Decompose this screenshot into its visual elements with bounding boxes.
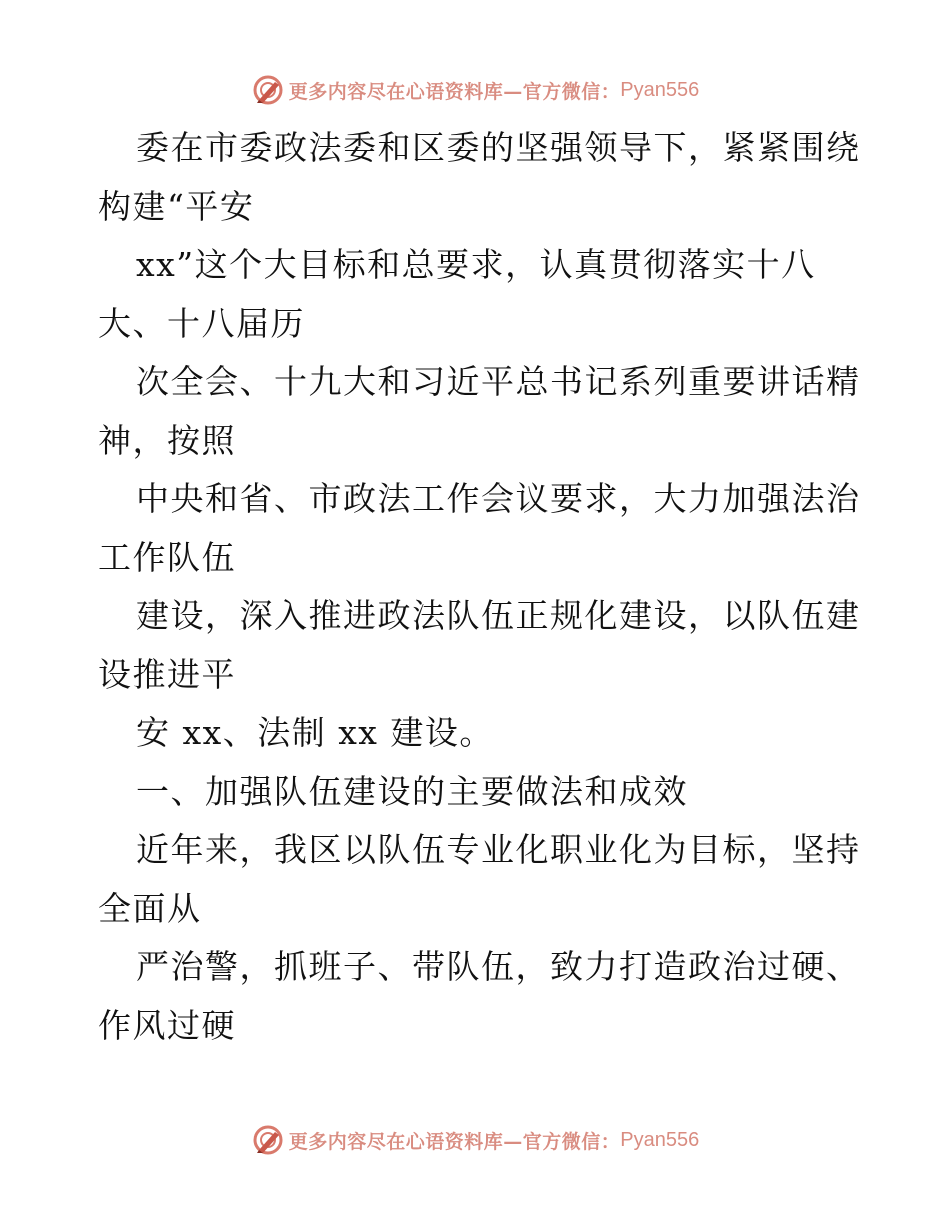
paragraph-4 <box>98 470 861 587</box>
paragraph-line: 中央和省、市政法工作会议要求，大力加强法治 <box>136 479 861 518</box>
banner-text: 更多内容尽在心语资料库—官方微信： <box>288 80 621 103</box>
paragraph-2 <box>98 236 858 353</box>
paragraph-line: 全面从 <box>98 888 202 928</box>
footer-banner <box>0 1120 950 1160</box>
pen-circle-logo-icon <box>251 73 285 107</box>
paragraph-6 <box>98 704 858 763</box>
paragraph-line: 构建“平安 <box>98 186 255 226</box>
paragraph-line: 工作队伍 <box>98 537 236 577</box>
paragraph-1 <box>98 119 861 236</box>
pen-circle-logo-icon <box>251 1123 285 1157</box>
paragraph-line: 设推进平 <box>98 654 236 694</box>
paragraph-line: 严治警，抓班子、带队伍，致力打造政治过硬、 <box>136 947 861 986</box>
paragraph-line: 建设，深入推进政法队伍正规化建设，以队伍建 <box>136 596 861 635</box>
banner-wechat-id: Pyan556 <box>620 1128 700 1151</box>
paragraph-line: 作风过硬 <box>98 1005 236 1045</box>
paragraph-line: 安 xx、法制 xx 建设。 <box>136 713 494 752</box>
paragraph-5 <box>98 587 861 704</box>
paragraph-line: 委在市委政法委和区委的坚强领导下，紧紧围绕 <box>136 128 861 167</box>
document-body <box>98 119 861 1055</box>
section-heading-text: 一、加强队伍建设的主要做法和成效 <box>136 771 688 811</box>
section-heading <box>98 763 858 822</box>
paragraph-7 <box>98 821 861 938</box>
banner-wechat-id: Pyan556 <box>620 78 700 101</box>
paragraph-line: xx”这个大目标和总要求，认真贯彻落实十八 <box>136 245 816 284</box>
banner-text: 更多内容尽在心语资料库—官方微信： <box>288 1130 621 1153</box>
paragraph-line: 近年来，我区以队伍专业化职业化为目标，坚持 <box>136 830 861 869</box>
paragraph-3 <box>98 353 861 470</box>
paragraph-line: 大、十八届历 <box>98 303 305 343</box>
paragraph-line: 次全会、十九大和习近平总书记系列重要讲话精 <box>136 362 861 401</box>
paragraph-line: 神，按照 <box>98 420 236 460</box>
header-banner <box>0 70 950 110</box>
paragraph-8 <box>98 938 861 1055</box>
